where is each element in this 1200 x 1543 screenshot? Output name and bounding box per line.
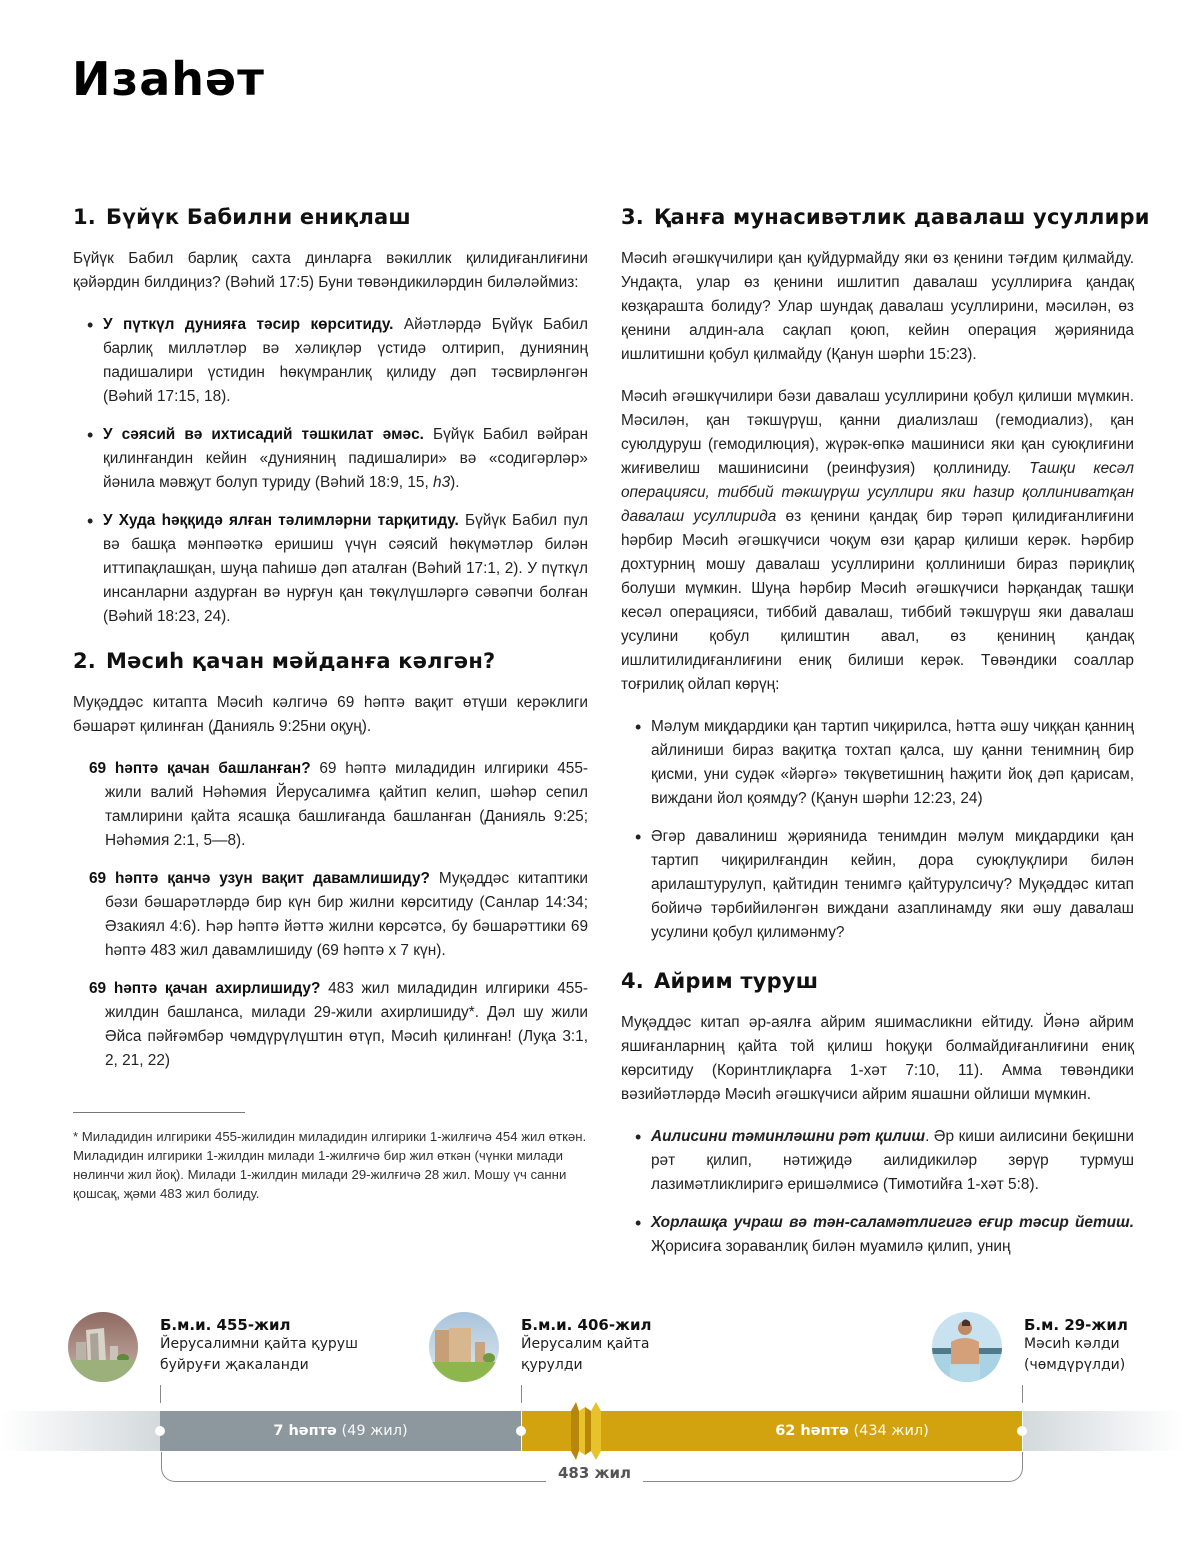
timeline-event-29ad bbox=[932, 1312, 1128, 1382]
timeline-marker bbox=[1017, 1426, 1027, 1436]
section-3-heading: 3. Қанға мунасивәтлик давалаш усуллири bbox=[621, 205, 1150, 229]
timeline-date: Б.м.и. 455-жил bbox=[160, 1316, 291, 1334]
section-2-intro: Муқәддәс китапта Мәсиһ кәлгичә 69 һәптә вақит өтүши керәклиги бәшарәт қилинған (Данияль 9:25ни оқуң). bbox=[73, 694, 588, 735]
timeline-marker bbox=[155, 1426, 165, 1436]
section-3-para-2: Мәсиһ әгәшкүчилири бәзи давалаш усуллирини қобул қилиши мүмкин. Мәсилән, қан тәкшүрүш, қанни диализлаш (гемодиализ), қан суюлдуруш (гемодилюция), жүрәк-өпкә машиниси яки қан суюқлиғини жиғивелиш машинисини (реинфузия) қоллиниду. Ташқи кесәл операцияси, тиббий тәкшүрүш усуллири яки һазир қоллиниватқан давалаш усуллирида өз қенини қандақ бир тәрәп қилидиғанлиғини һәрбир Мәсиһ әгәшкүчиси чоқум өзи қарар қилиши керәк. Һәрбир дохтурниң мошу давалаш усуллирини қоллиниши бираз пәриқлиқ болуши мүмкин. Шуңа һәрбир Мәсиһ әгәшкүчиси һәрқандақ ташқи кесәл операцияси, тиббий давалаш, тиббий тәкшүрүш яки давалаш усулини қобул қилиштин авал, өз қениниң қандақ ишлитилидиғанлиғини ениқ билиши керәк. Төвәндики соаллар тоғрилиқ ойлап көрүң: bbox=[621, 388, 1134, 693]
section-2-heading: 2. Мәсиһ қачан мәйданға кәлгән? bbox=[73, 649, 496, 673]
timeline-description: (чөмдүрүлди) bbox=[1024, 1357, 1126, 1373]
timeline-segment-62-weeks: 62 һәптә (434 жил) bbox=[522, 1411, 1022, 1451]
timeline-fade-right bbox=[1023, 1411, 1183, 1451]
qa-item: 69 һәптә қанчә узун вақит давамлишиду? Муқәддәс китаптики бәзи бәшарәтләрдә бир күн бир жилни көрситиду (Санлар 14:34; Әзакиял 4:6). Һәр һәптә йәттә жилни көрсәтсә, бу бәшарәттики 69 һәптә 483 жил давамлишиду (69 һәптә х 7 күн). bbox=[89, 870, 589, 959]
list-item: • У пүткүл дунияға тәсир көрситиду. Айәтләрдә Бүйүк Бабил барлиқ милләтләр вә хәлиқләр үстидә олтирип, дунияниң падишалири үстидин һөкүмранлиқ қилиду дәп тәсвирләнгән (Вәһий 17:15, 18). bbox=[87, 313, 588, 409]
footnote: * Миладидин илгирики 455-жилидин миладидин илгирики 1-жилғичә 454 жил өткән. Миладидин илгирики 1-жилдин милади 1-жилғичә бир жил өткән (чүнки милади нөлинчи жил йоқ). Милади 1-жилдин милади 29-жилғичә 28 жил. Мошу үч санни қошсақ, җәми 483 жил болиду. bbox=[73, 1129, 587, 1201]
section-babylon bbox=[73, 205, 588, 629]
ruined-walls-icon bbox=[68, 1312, 138, 1382]
left-column bbox=[73, 205, 588, 1087]
list-item: • Аилисини тәминләшни рәт қилиш. Әр киши аилисини беқишни рәт қилип, нәтиҗидә аилидикиләр зөрүр турмуш лазимәтликлиригә еришәлмисә (Тимотийға 1-хәт 5:8). bbox=[635, 1125, 1134, 1197]
page-title: Изаһәт bbox=[72, 52, 265, 106]
section-messiah bbox=[73, 649, 588, 1073]
section-1-heading: 1. Бүйүк Бабилни ениқлаш bbox=[73, 205, 411, 229]
list-item: • У сәясий вә ихтисадий тәшкилат әмәс. Бүйүк Бабил вәйран қилинғандин кейин «дунияниң падишалири» вә «содигәрләр» йәнила мәвҗут болуп туриду (Вәһий 18:9, 15, һ3). bbox=[87, 423, 588, 495]
list-item: • У Худа һәққидә ялған тәлимләрни тарқитиду. Бүйүк Бабил пул вә башқа мәнпәәткә еришиш үчүн сәясий һөкүмәтләр билән иттипақлашқан, шуңа паһишә дәп аталған (Вәһий 17:1, 2). У пүткүл инсанларни аздурған вә нурғун қан төкүлүшләргә сәвәпчи болған (Вәһий 18:23, 24). bbox=[87, 509, 588, 629]
section-1-intro: Бүйүк Бабил барлиқ сахта динларға вәкиллик қилидиғанлиғини қәйәрдин билдиңиз? (Вәһий 17:5) Буни төвәндикиләрдин биләләймиз: bbox=[73, 250, 588, 291]
timeline-marker bbox=[516, 1426, 526, 1436]
timeline-description: Йерусалим қайта bbox=[521, 1336, 650, 1352]
list-item: • Әгәр давалиниш җәриянида тенимдин мәлум миқдардики қан тартип чиқирилғандин кейин, дора суюқлуқлири билән арилаштурулуп, қайтидин тенимгә қайтурулсичу? Муқәддәс китап бойичә тәрбийиләнгән виждани азаплинамду яки әшу давалаш усулини қобул қилимәнму? bbox=[635, 825, 1134, 945]
timeline-description: қурулди bbox=[521, 1357, 583, 1373]
qa-item: 69 һәптә қачан башланған? 69 һәптә миладидин илгирики 455-жили валий Нәһәмия Йерусалимға қайтип келип, шәһәр сепил тамлирини қайта ясашқа башлиғанда башланған (Данияль 9:25; Нәһәмия 2:1, 5—8). bbox=[89, 760, 589, 849]
list-item: • Мәлум миқдардики қан тартип чиқирилса, һәтта әшу чиққан қанниң айлиниши бираз вақитқа тохтап қалса, шу қанни тенимниң бир қисми, уни судәк «йәргә» төкүветишниң һаҗити йоқ дәп қарисам, виждани йол қоямду? (Қанун шәрһи 12:23, 24) bbox=[635, 715, 1134, 811]
timeline-total-label: 483 жил bbox=[546, 1464, 643, 1482]
timeline-date: Б.м.и. 406-жил bbox=[521, 1316, 652, 1334]
timeline-date: Б.м. 29-жил bbox=[1024, 1316, 1128, 1334]
timeline-description: Мәсиһ кәлди bbox=[1024, 1336, 1120, 1352]
timeline-fade-left bbox=[0, 1411, 160, 1451]
section-4-bullets bbox=[621, 1125, 1134, 1259]
timeline-description: буйруғи җакаланди bbox=[160, 1357, 309, 1373]
timeline-tick bbox=[160, 1385, 161, 1403]
footnote-divider bbox=[73, 1112, 245, 1113]
rebuilt-walls-icon bbox=[429, 1312, 499, 1382]
section-3-para-1: Мәсиһ әгәшкүчилири қан қуйдурмайду яки өз қенини тәғдим қилмайду. Ундақта, улар өз қенини ишлитип давалаш усуллириға қандақ көзқараштa болиду? Улар шундақ давалаш усуллирини, мәсилән, өз қенини алдин-ала сақлап қоюп, кейин операция җәриянида ишлитишни қобул қилмайду (Қанун шәрһи 15:23). bbox=[621, 250, 1134, 363]
qa-item: 69 һәптә қачан ахирлишиду? 483 жил миладидин илгирики 455-жилдин башланса, милади 29-жили ахирлишиду*. Дәл шу жили Әйса пәйғәмбәр чөмдүрүлүштин өтүп, Мәсиһ қилинған! (Луқа 3:1, 2, 21, 22) bbox=[89, 980, 589, 1069]
section-1-bullets bbox=[73, 313, 588, 629]
right-column bbox=[621, 205, 1150, 1277]
list-item: • Хорлашқа учраш вә тән-саламәтлигигә еғир тәсир йетиш. Җорисиға зораванлиқ билән муамилә қилип, униң bbox=[635, 1211, 1134, 1259]
section-4-intro: Муқәддәс китап әр-аялға айрим яшимасликни ейтиду. Йәнә айрим яшиғанларниң қайта той қилиш һоқуқи болмайдиғанлиғини ениқ көрситиду (Коринтлиқларға 1-хәт 7:10, 11). Амма төвәндики вәзийәтләрдә Мәсиһ әгәшкүчиси айрим яшашни ойлиши мүмкин. bbox=[621, 1014, 1134, 1103]
timeline-tick bbox=[521, 1385, 522, 1403]
timeline-event-455bc bbox=[68, 1312, 358, 1382]
timeline-tick bbox=[1022, 1385, 1023, 1403]
section-separation bbox=[621, 969, 1134, 1259]
section-blood bbox=[621, 205, 1150, 945]
section-3-bullets bbox=[621, 715, 1134, 945]
timeline-segment-7-weeks: 7 һәптә (49 жил) bbox=[160, 1411, 521, 1451]
baptism-icon bbox=[932, 1312, 1002, 1382]
timeline-description: Йерусалимни қайта қуруш bbox=[160, 1336, 358, 1352]
timeline-event-406bc bbox=[429, 1312, 651, 1382]
section-4-heading: 4. Айрим туруш bbox=[621, 969, 819, 993]
